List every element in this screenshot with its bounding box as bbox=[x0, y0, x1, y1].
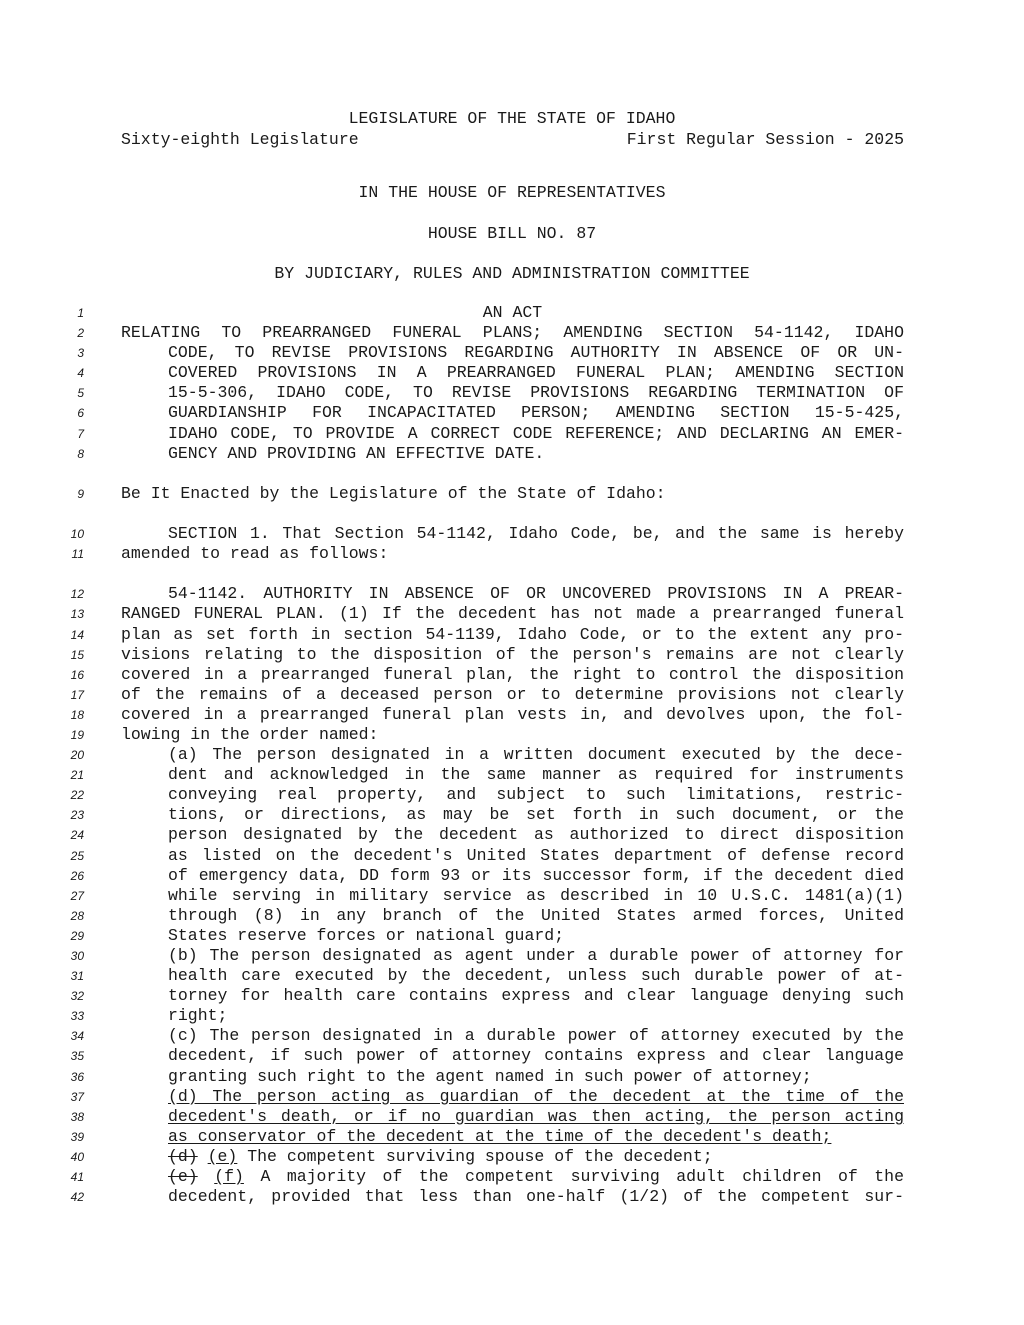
line-9: 9 Be It Enacted by the Legislature of the State of Idaho: bbox=[77, 483, 666, 503]
inserted-text: as conservator of the decedent at the time of the decedent's death; bbox=[168, 1126, 832, 1146]
line-27: 27 while serving in military service as described in 10 U.S.C. 1481(a)(1) bbox=[70, 885, 904, 905]
line-3: 3 CODE, TO REVISE PROVISIONS REGARDING AUTHORITY IN ABSENCE OF OR UN- bbox=[77, 343, 904, 363]
bill-text bbox=[0, 303, 1024, 1207]
line-5: 5 15-5-306, IDAHO CODE, TO REVISE PROVISIONS REGARDING TERMINATION OF bbox=[77, 383, 904, 403]
line-6: 6 GUARDIANSHIP FOR INCAPACITATED PERSON; AMENDING SECTION 15-5-425, bbox=[77, 403, 904, 423]
line-10: 10 SECTION 1. That Section 54-1142, Idaho Code, be, and the same is hereby bbox=[70, 524, 904, 544]
line-16: 16 covered in a prearranged funeral plan, the right to control the disposition bbox=[70, 664, 904, 684]
line-26: 26 of emergency data, DD form 93 or its successor form, if the decedent died bbox=[70, 865, 904, 885]
line-7: 7 IDAHO CODE, TO PROVIDE A CORRECT CODE REFERENCE; AND DECLARING AN EMER- bbox=[77, 423, 904, 443]
line-33: 33 right; bbox=[70, 1006, 228, 1026]
line-19: 19 lowing in the order named: bbox=[70, 724, 379, 744]
line-17: 17 of the remains of a deceased person or to determine provisions not clearly bbox=[70, 684, 904, 704]
line-36: 36 granting such right to the agent named in such power of attorney; bbox=[70, 1066, 812, 1086]
house-heading: IN THE HOUSE OF REPRESENTATIVES bbox=[358, 183, 666, 202]
line-31: 31 health care executed by the decedent, unless such durable power of at- bbox=[70, 966, 904, 986]
line-35: 35 decedent, if such power of attorney contains express and clear language bbox=[70, 1046, 904, 1066]
sponsor-line: BY JUDICIARY, RULES AND ADMINISTRATION COMMITTEE bbox=[274, 264, 750, 283]
line-38-inserted: 38 decedent's death, or if no guardian was then acting, the person acting bbox=[70, 1106, 904, 1126]
line-15: 15 visions relating to the disposition of the person's remains are not clearly bbox=[70, 644, 904, 664]
line-40: 40 (d) (e) The competent surviving spouse of the decedent; bbox=[70, 1146, 713, 1166]
line-42: 42 decedent, provided that less than one-half (1/2) of the competent sur- bbox=[70, 1187, 904, 1207]
inserted-text: (d) The person acting as guardian of the decedent at the time of the bbox=[168, 1086, 904, 1106]
legislature-title: LEGISLATURE OF THE STATE OF IDAHO bbox=[348, 109, 676, 128]
struck-text: (e) bbox=[168, 1167, 198, 1187]
line-32: 32 torney for health care contains express and clear language denying such bbox=[70, 986, 904, 1006]
line-13: 13 RANGED FUNERAL PLAN. (1) If the decedent has not made a prearranged funeral bbox=[70, 604, 904, 624]
line-18: 18 covered in a prearranged funeral plan vests in, and devolves upon, the fol- bbox=[70, 704, 904, 724]
line-24: 24 person designated by the decedent as authorized to direct disposition bbox=[70, 825, 904, 845]
line-20: 20 (a) The person designated in a written document executed by the dece- bbox=[70, 745, 904, 765]
inserted-text: decedent's death, or if no guardian was then acting, the person acting bbox=[168, 1106, 904, 1126]
line-11: 11 amended to read as follows: bbox=[71, 544, 389, 564]
session-left: Sixty-eighth Legislature bbox=[121, 130, 359, 149]
line-37-inserted: 37 (d) The person acting as guardian of the decedent at the time of the bbox=[70, 1086, 904, 1106]
line-12: 12 54-1142. AUTHORITY IN ABSENCE OF OR UNCOVERED PROVISIONS IN A PREAR- bbox=[70, 584, 904, 604]
inserted-text: (f) bbox=[214, 1167, 244, 1187]
line-2: 2 RELATING TO PREARRANGED FUNERAL PLANS; AMENDING SECTION 54-1142, IDAHO bbox=[77, 323, 904, 343]
line-28: 28 through (8) in any branch of the United States armed forces, United bbox=[70, 905, 904, 925]
line-22: 22 conveying real property, and subject to such limitations, restric- bbox=[70, 785, 904, 805]
line-39-inserted: 39 as conservator of the decedent at the time of the decedent's death; bbox=[70, 1126, 832, 1146]
line-41: 41 (e) (f) A majority of the competent surviving adult children of the bbox=[70, 1167, 904, 1187]
line-29: 29 States reserve forces or national guard; bbox=[70, 925, 565, 945]
line-4: 4 COVERED PROVISIONS IN A PREARRANGED FUNERAL PLAN; AMENDING SECTION bbox=[77, 363, 904, 383]
bill-number: HOUSE BILL NO. 87 bbox=[427, 224, 597, 243]
line-25: 25 as listed on the decedent's United States department of defense record bbox=[70, 845, 904, 865]
line-14: 14 plan as set forth in section 54-1139, Idaho Code, or to the extent any pro- bbox=[70, 624, 904, 644]
line-1: 1 AN ACT bbox=[77, 303, 543, 322]
struck-text: (d) bbox=[168, 1146, 198, 1166]
line-21: 21 dent and acknowledged in the same manner as required for instruments bbox=[70, 765, 904, 785]
line-8: 8 GENCY AND PROVIDING AN EFFECTIVE DATE. bbox=[77, 443, 545, 463]
session-right: First Regular Session - 2025 bbox=[626, 130, 904, 149]
inserted-text: (e) bbox=[207, 1146, 238, 1166]
line-30: 30 (b) The person designated as agent under a durable power of attorney for bbox=[70, 946, 904, 965]
line-34: 34 (c) The person designated in a durable power of attorney executed by the bbox=[70, 1026, 904, 1046]
line-23: 23 tions, or directions, as may be set forth in such document, or the bbox=[70, 805, 904, 825]
